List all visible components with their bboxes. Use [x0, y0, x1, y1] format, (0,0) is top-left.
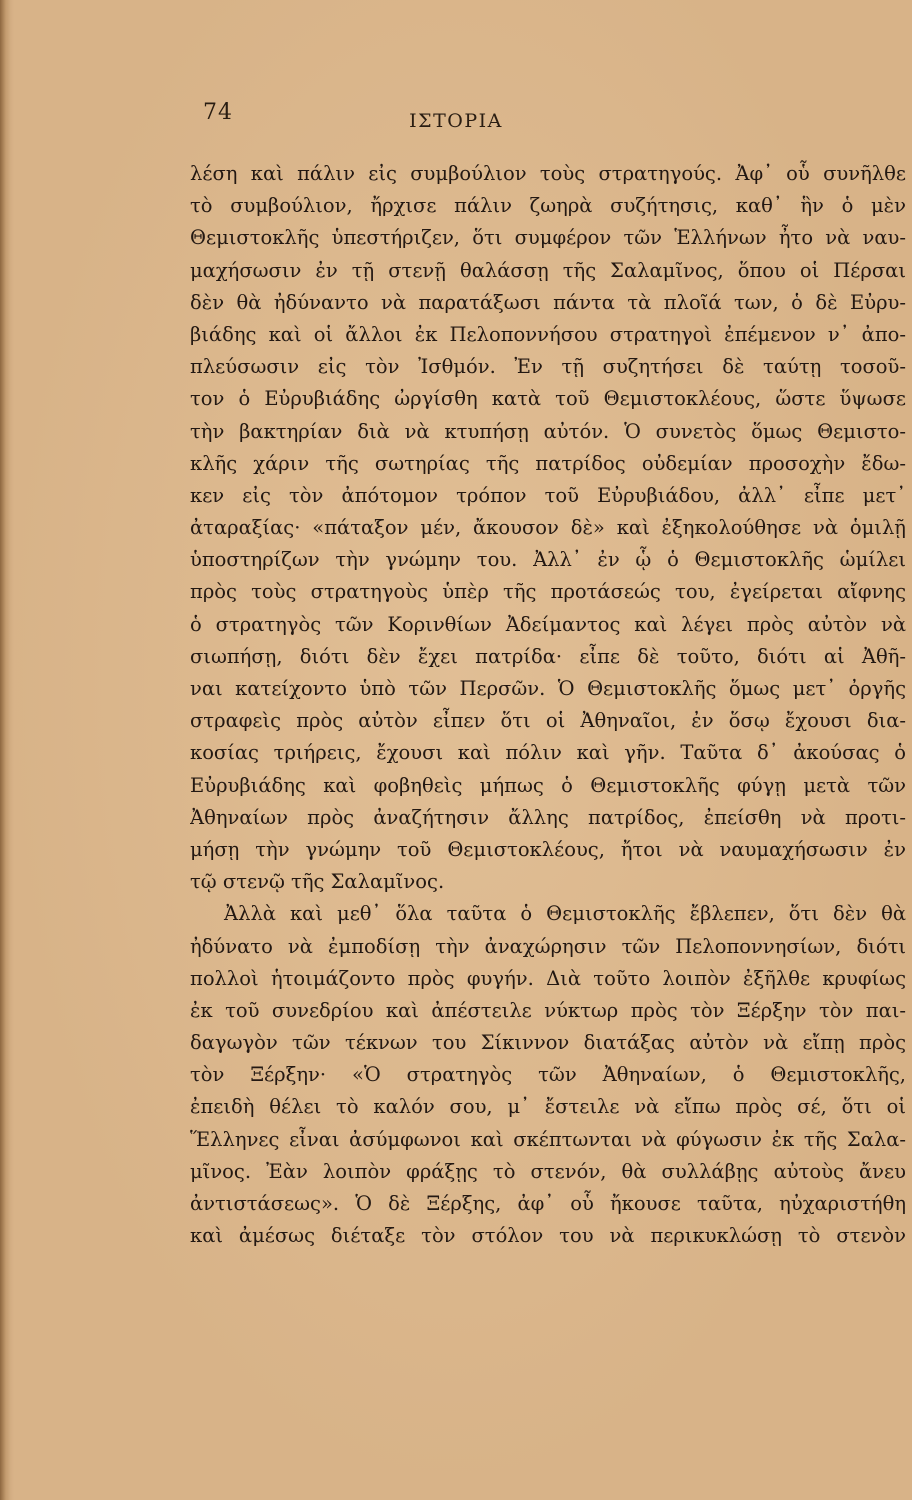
text-line: λέση καὶ πάλιν εἰς συμβούλιον τοὺς στρατηγούς. Ἀφ᾽ οὗ συνῆλθε: [190, 162, 906, 185]
page-binding-edge: [0, 0, 10, 1500]
text-line: Ἕλληνες εἶναι ἀσύμφωνοι καὶ σκέπτωνται νὰ φύγωσιν ἐκ τῆς Σαλα-: [190, 1127, 906, 1151]
paragraph-last-line: τῷ στενῷ τῆς Σαλαμῖνος.: [190, 870, 445, 894]
text-line: δὲν θὰ ἠδύναντο νὰ παρατάξωσι πάντα τὰ πλοῖά των, ὁ δὲ Εὐρυ-: [190, 290, 906, 314]
text-line: στραφεὶς πρὸς αὐτὸν εἶπεν ὅτι οἱ Ἀθηναῖοι, ἐν ὅσῳ ἔχουσι δια-: [190, 709, 906, 733]
text-line: τὸν Ξέρξην· «Ὁ στρατηγὸς τῶν Ἀθηναίων, ὁ Θεμιστοκλῆς,: [190, 1063, 906, 1087]
page-number: 74: [203, 100, 233, 125]
text-line: δαγωγὸν τῶν τέκνων του Σίκιννον διατάξας αὐτὸν νὰ εἴπῃ πρὸς: [190, 1031, 906, 1055]
text-line: ἐκ τοῦ συνεδρίου καὶ ἀπέστειλε νύκτωρ πρὸς τὸν Ξέρξην τὸν παι-: [190, 998, 906, 1022]
text-line: μαχήσωσιν ἐν τῇ στενῇ θαλάσσῃ τῆς Σαλαμῖνος, ὅπου οἱ Πέρσαι: [190, 258, 906, 282]
text-line: καὶ ἀμέσως διέταξε τὸν στόλον του νὰ περικυκλώσῃ τὸ στενὸν: [190, 1224, 906, 1248]
text-line: τὴν βακτηρίαν διὰ νὰ κτυπήσῃ αὐτόν. Ὁ συνετὸς ὅμως Θεμιστο-: [190, 419, 906, 443]
text-line: ναι κατείχοντο ὑπὸ τῶν Περσῶν. Ὁ Θεμιστοκλῆς ὅμως μετ᾽ ὀργῆς: [190, 677, 906, 700]
paragraph-first-line: Ἀλλὰ καὶ μεθ᾽ ὅλα ταῦτα ὁ Θεμιστοκλῆς ἔβλεπεν, ὅτι δὲν θὰ: [224, 902, 906, 926]
text-line: ἀταραξίας· «πάταξον μέν, ἄκουσον δὲ» καὶ ἐξηκολούθησε νὰ ὁμιλῇ: [190, 516, 906, 540]
text-line: ὁ στρατηγὸς τῶν Κορινθίων Ἀδείμαντος καὶ λέγει πρὸς αὐτὸν νὰ: [190, 612, 906, 636]
text-line: μήσῃ τὴν γνώμην τοῦ Θεμιστοκλέους, ἤτοι νὰ ναυμαχήσωσιν ἐν: [190, 837, 906, 861]
text-line: βιάδης καὶ οἱ ἄλλοι ἐκ Πελοποννήσου στρατηγοὶ ἐπέμενον ν᾽ ἀπο-: [190, 322, 906, 346]
text-line: πλεύσωσιν εἰς τὸν Ἰσθμόν. Ἐν τῇ συζητήσει δὲ ταύτῃ τοσοῦ-: [190, 355, 906, 379]
text-line: ὑποστηρίζων τὴν γνώμην του. Ἀλλ᾽ ἐν ᾧ ὁ Θεμιστοκλῆς ὡμίλει: [190, 548, 906, 572]
text-line: ἐπειδὴ θέλει τὸ καλόν σου, μ᾽ ἔστειλε νὰ εἴπω πρὸς σέ, ὅτι οἱ: [190, 1095, 906, 1119]
text-line: Ἀθηναίων πρὸς ἀναζήτησιν ἄλλης πατρίδος, ἐπείσθη νὰ προτι-: [190, 805, 906, 829]
text-line: Εὐρυβιάδης καὶ φοβηθεὶς μήπως ὁ Θεμιστοκλῆς φύγῃ μετὰ τῶν: [190, 773, 906, 797]
running-head: ΙΣΤΟΡΙΑ: [409, 110, 503, 132]
text-line: κλῆς χάριν τῆς σωτηρίας τῆς πατρίδος οὐδεμίαν προσοχὴν ἔδω-: [190, 451, 906, 475]
text-line: ἀντιστάσεως». Ὁ δὲ Ξέρξης, ἀφ᾽ οὗ ἤκουσε ταῦτα, ηὐχαριστήθη: [190, 1192, 906, 1215]
text-line: μῖνος. Ἐὰν λοιπὸν φράξῃς τὸ στενόν, θὰ συλλάβῃς αὐτοὺς ἄνευ: [190, 1159, 906, 1183]
text-line: τὸ συμβούλιον, ἤρχισε πάλιν ζωηρὰ συζήτησις, καθ᾽ ἣν ὁ μὲν: [190, 194, 906, 218]
body-text: [190, 158, 906, 1252]
page-header: [0, 100, 912, 140]
text-line: Θεμιστοκλῆς ὑπεστήριζεν, ὅτι συμφέρον τῶν Ἑλλήνων ἦτο νὰ ναυ-: [190, 226, 906, 250]
text-line: τον ὁ Εὐρυβιάδης ὠργίσθη κατὰ τοῦ Θεμιστοκλέους, ὥστε ὕψωσε: [190, 387, 906, 411]
text-line: ἠδύνατο νὰ ἐμποδίσῃ τὴν ἀναχώρησιν τῶν Πελοποννησίων, διότι: [190, 934, 906, 958]
text-line: κοσίας τριήρεις, ἔχουσι καὶ πόλιν καὶ γῆν. Ταῦτα δ᾽ ἀκούσας ὁ: [190, 741, 906, 765]
text-line: κεν εἰς τὸν ἀπότομον τρόπον τοῦ Εὐρυβιάδου, ἀλλ᾽ εἶπε μετ᾽: [190, 483, 906, 507]
text-line: πρὸς τοὺς στρατηγοὺς ὑπὲρ τῆς προτάσεώς του, ἐγείρεται αἴφνης: [190, 580, 906, 604]
text-line: σιωπήσῃ, διότι δὲν ἔχει πατρίδα· εἶπε δὲ τοῦτο, διότι αἱ Ἀθῆ-: [190, 644, 906, 668]
text-line: πολλοὶ ἡτοιμάζοντο πρὸς φυγήν. Διὰ τοῦτο λοιπὸν ἐξῆλθε κρυφίως: [190, 966, 906, 990]
